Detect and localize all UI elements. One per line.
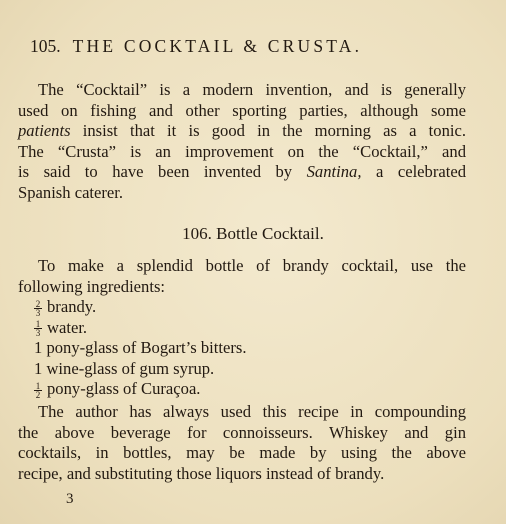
section-heading: [30, 36, 490, 57]
recipe-title: 106. Bottle Cocktail.: [182, 224, 324, 243]
paragraph-line: The “Cocktail” is a modern invention, and is generally: [38, 80, 466, 99]
italic-word: patients: [18, 121, 71, 140]
ingredient-text: 1 pony-glass of Bogart’s bitters.: [34, 338, 247, 358]
fraction-numerator: 2: [35, 298, 41, 309]
ingredient-text: brandy.: [47, 297, 97, 316]
ingredient-list: [34, 297, 246, 400]
recipe-intro: [18, 256, 466, 297]
paragraph-line: The author has always used this recipe in compounding: [38, 402, 466, 421]
fraction: [34, 382, 42, 399]
paragraph-line: The “Crusta” is an improvement on the “Cocktail,” and: [18, 141, 466, 161]
line-text: a celebrated: [361, 162, 467, 181]
line-text: insist that it is good in the morning as a tonic.: [70, 121, 466, 140]
paragraph-line: following ingredients:: [18, 276, 166, 296]
paragraph-line: used on fishing and other sporting parties, although some: [18, 100, 466, 120]
ingredient-item: [34, 318, 246, 339]
line-text: is said to have been invented by: [18, 162, 307, 181]
paragraph-line: cocktails, in bottles, may be made by using the above: [18, 443, 466, 462]
ingredient-item: [34, 379, 246, 400]
section-title: THE COCKTAIL & CRUSTA.: [72, 36, 363, 56]
paragraph-line: [18, 162, 466, 183]
paragraph-line: recipe, and substituting those liquors instead of brandy.: [18, 463, 385, 483]
paragraph-line: To make a splendid bottle of brandy cocktail, use the: [38, 256, 466, 275]
intro-paragraph: [18, 80, 466, 203]
fraction: [34, 300, 42, 317]
paragraph-line: the above beverage for connoisseurs. Whiskey and gin: [18, 422, 466, 442]
ingredient-text: water.: [47, 317, 88, 337]
ingredient-item: [34, 297, 246, 318]
fraction: [34, 320, 42, 337]
fraction-denominator: 3: [35, 307, 41, 318]
closing-paragraph: [18, 402, 466, 484]
ingredient-text: 1 wine-glass of gum syrup.: [34, 358, 215, 378]
section-number: 105.: [30, 36, 61, 56]
paragraph-line: [18, 121, 466, 142]
paragraph-line: Spanish caterer.: [18, 182, 124, 202]
ingredient-text: pony-glass of Curaçoa.: [47, 379, 201, 399]
italic-word: Santina,: [306, 162, 362, 181]
ingredient-item: [34, 359, 246, 380]
ingredient-item: [34, 338, 246, 359]
fraction-numerator: 1: [35, 381, 41, 392]
fraction-numerator: 1: [35, 319, 41, 330]
fraction-denominator: 2: [35, 390, 41, 401]
fraction-denominator: 3: [35, 328, 41, 339]
page-number: 3: [66, 491, 74, 507]
